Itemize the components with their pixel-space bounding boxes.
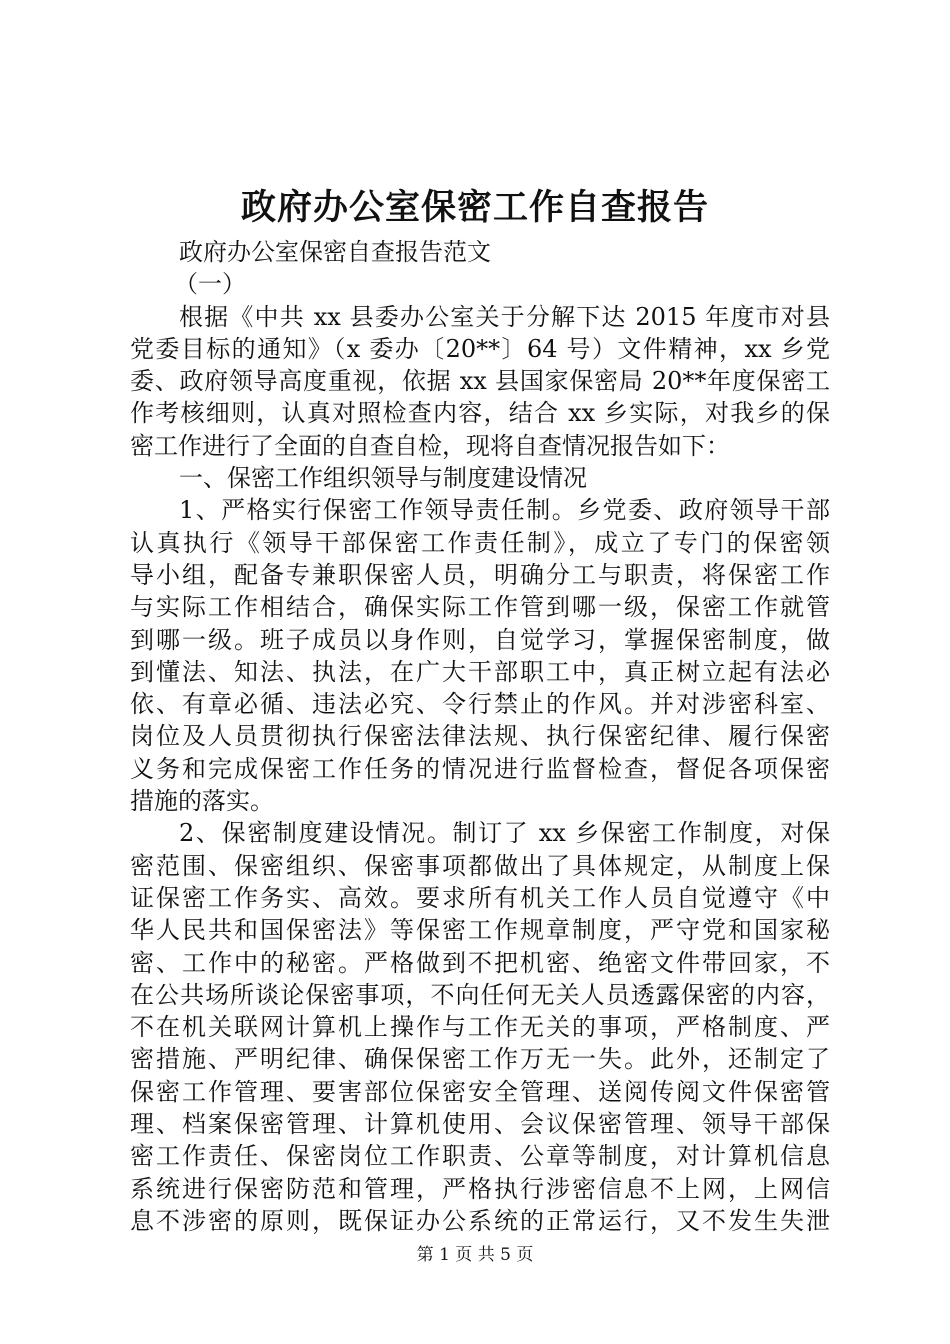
paragraph-line: 作考核细则，认真对照检查内容，结合 xx 乡实际，对我乡的保	[130, 399, 830, 428]
document-subtitle: 政府办公室保密自查报告范文	[179, 238, 491, 266]
paragraph-line: 密措施、严明纪律、确保保密工作万无一失。此外，还制定了	[130, 1045, 830, 1074]
document-body	[130, 236, 830, 1237]
paragraph-line: 不在机关联网计算机上操作与工作无关的事项，严格制度、严	[130, 1013, 830, 1042]
paragraph-line: 证保密工作务实、高效。要求所有机关工作人员自觉遵守《中	[130, 883, 830, 912]
paragraph-line: 密、工作中的秘密。严格做到不把机密、绝密文件带回家，不	[130, 948, 830, 977]
paragraph-line: 义务和完成保密工作任务的情况进行监督检查，督促各项保密	[130, 754, 830, 783]
paragraph-line: 华人民共和国保密法》等保密工作规章制度，严守党和国家秘	[130, 916, 830, 945]
paragraph-line: 导小组，配备专兼职保密人员，明确分工与职责，将保密工作	[130, 560, 830, 589]
paragraph-line: 2、保密制度建设情况。制订了 xx 乡保密工作制度，对保	[179, 819, 830, 848]
paragraph-line: 息不涉密的原则，既保证办公系统的正常运行，又不发生失泄	[130, 1206, 830, 1235]
paragraph-line: 密范围、保密组织、保密事项都做出了具体规定，从制度上保	[130, 851, 830, 880]
paragraph-line: 党委目标的通知》（x 委办〔20**〕64 号）文件精神，xx 乡党	[130, 334, 830, 363]
paragraph-line: 到懂法、知法、执法，在广大干部职工中，真正树立起有法必	[130, 657, 830, 686]
paragraph-line: 根据《中共 xx 县委办公室关于分解下达 2015 年度市对县	[179, 302, 830, 331]
paragraph-line: 认真执行《领导干部保密工作责任制》，成立了专门的保密领	[130, 528, 830, 557]
page-number: 第 1 页 共 5 页	[416, 1245, 534, 1265]
document-title: 政府办公室保密工作自查报告	[240, 187, 709, 228]
paragraph-line: 到哪一级。班子成员以身作则，自觉学习，掌握保密制度，做	[130, 625, 830, 654]
paragraph-line: 依、有章必循、违法必究、令行禁止的作风。并对涉密科室、	[130, 690, 830, 719]
paragraph-line: 委、政府领导高度重视，依据 xx 县国家保密局 20**年度保密工	[130, 367, 830, 396]
paragraph-line: 在公共场所谈论保密事项，不向任何无关人员透露保密的内容，	[130, 980, 830, 1009]
paragraph-line: 措施的落实。	[130, 787, 274, 816]
paragraph-line: 1、严格实行保密工作领导责任制。乡党委、政府领导干部	[179, 496, 830, 525]
section-heading: 一、保密工作组织领导与制度建设情况	[179, 464, 587, 493]
paragraph-line: 密工作进行了全面的自查自检，现将自查情况报告如下：	[130, 431, 730, 460]
paragraph-line: 与实际工作相结合，确保实际工作管到哪一级，保密工作就管	[130, 593, 830, 622]
paragraph-line: 保密工作管理、要害部位保密安全管理、送阅传阅文件保密管	[130, 1077, 830, 1106]
paragraph-line: 理、档案保密管理、计算机使用、会议保密管理、领导干部保	[130, 1110, 830, 1139]
paragraph-line: 岗位及人员贯彻执行保密法律法规、执行保密纪律、履行保密	[130, 722, 830, 751]
section-label: （一）	[174, 270, 246, 299]
paragraph-line: 系统进行保密防范和管理，严格执行涉密信息不上网，上网信	[130, 1174, 830, 1203]
paragraph-line: 密工作责任、保密岗位工作职责、公章等制度，对计算机信息	[130, 1142, 830, 1171]
